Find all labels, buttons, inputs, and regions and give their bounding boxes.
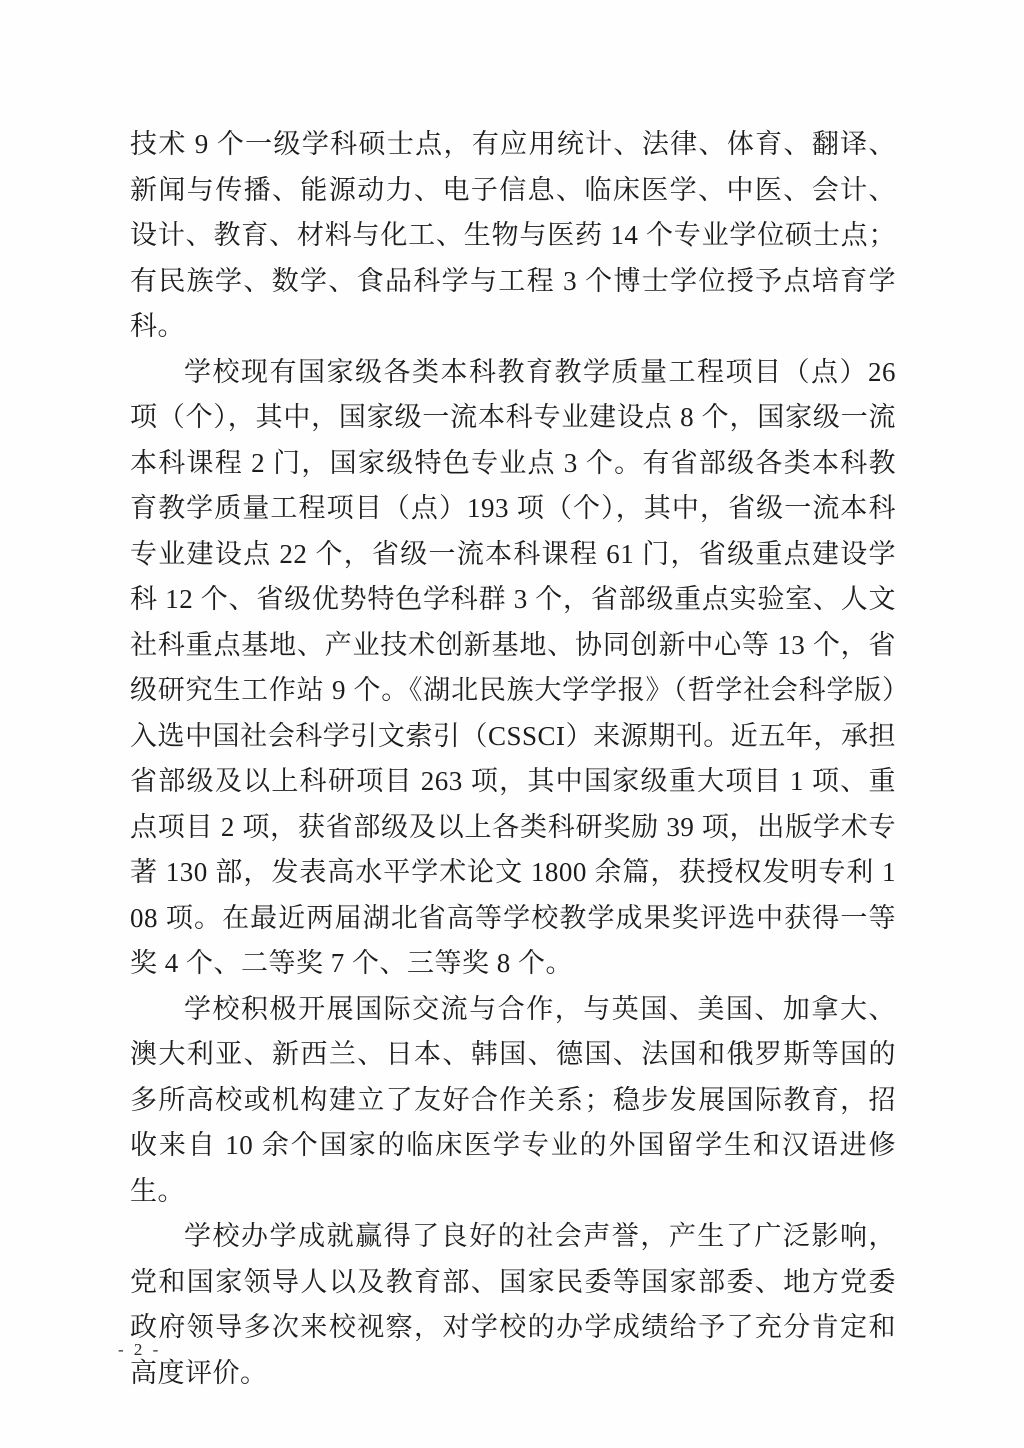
paragraph-international-exchange: 学校积极开展国际交流与合作，与英国、美国、加拿大、澳大利亚、新西兰、日本、韩国、德国、法国和俄罗斯等国的多所高校或机构建立了友好合作关系；稳步发展国际教育，招收来自 10 余个国家的临床医学专业的外国留学生和汉语进修生。	[130, 993, 896, 1206]
paragraph-social-reputation: 学校办学成就赢得了良好的社会声誉，产生了广泛影响，党和国家领导人以及教育部、国家民委等国家部委、地方党委政府领导多次来校视察，对学校的办学成绩给予了充分肯定和高度评价。	[130, 1221, 896, 1388]
paragraph-continued: 技术 9 个一级学科硕士点，有应用统计、法律、体育、翻译、新闻与传播、能源动力、电子信息、临床医学、中医、会计、设计、教育、材料与化工、生物与医药 14 个专业学位硕士点；有民族学、数学、食品科学与工程 3 个博士学位授予点培育学科。	[130, 129, 896, 341]
page-number: - 2 -	[118, 1340, 162, 1359]
document-body	[130, 122, 896, 1396]
paragraph-quality-projects: 学校现有国家级各类本科教育教学质量工程项目（点）26 项（个），其中，国家级一流本科专业建设点 8 个，国家级一流本科课程 2 门，国家级特色专业点 3 个。有省部级各类本科教育教学质量工程项目（点）193 项（个），其中，省级一流本科专业建设点 22 个，省级一流本科课程 61 门，省级重点建设学科 12 个、省级优势特色学科群 3 个，省部级重点实验室、人文社科重点基地、产业技术创新基地、协同创新中心等 13 个，省级研究生工作站 9 个。《湖北民族大学学报》（哲学社会科学版）入选中国社会科学引文索引（CSSCI）来源期刊。近五年，承担省部级及以上科研项目 263 项，其中国家级重大项目 1 项、重点项目 2 项，获省部级及以上各类科研奖励 39 项，出版学术专著 130 部，发表高水平学术论文 1800 余篇，获授权发明专利 108 项。在最近两届湖北省高等学校教学成果奖评选中获得一等奖 4 个、二等奖 7 个、三等奖 8 个。	[130, 356, 896, 978]
